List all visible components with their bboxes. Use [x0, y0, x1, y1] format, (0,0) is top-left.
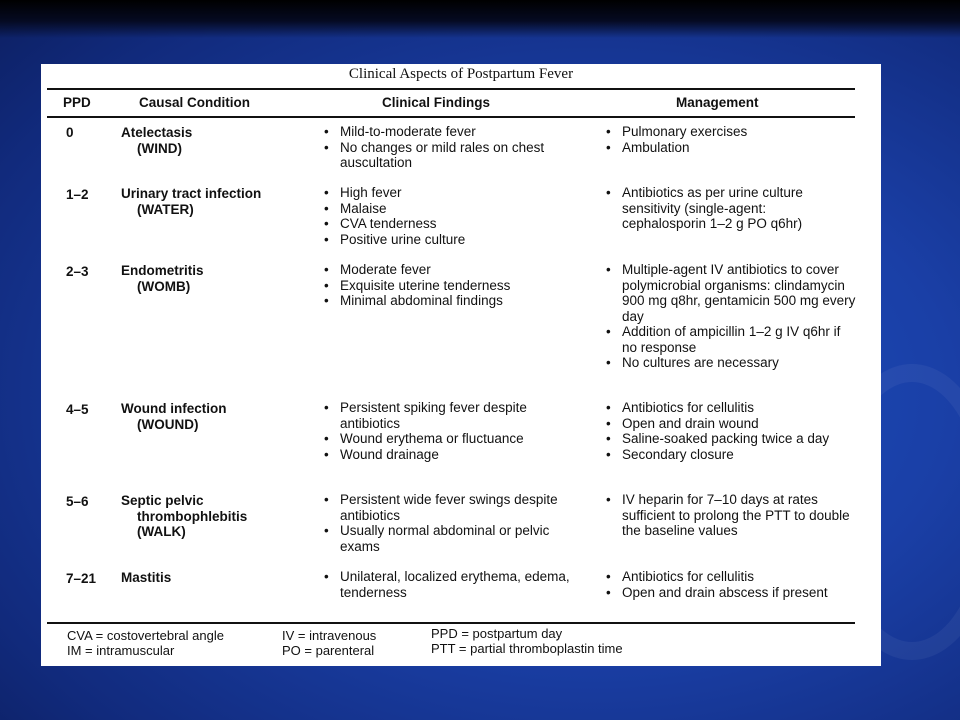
list-item: • IV heparin for 7–10 days at rates sufficient to prolong the PTT to double the baseline values — [604, 492, 859, 539]
list-item: • Multiple-agent IV antibiotics to cover polymicrobial organisms: clindamycin 900 mg q8hr, gentamicin 500 mg every day — [604, 262, 859, 324]
list-item: • Exquisite uterine tenderness — [322, 278, 572, 294]
row-condition: Septic pelvic thrombophlebitis (WALK) — [121, 493, 248, 539]
list-item: • No changes or mild rales on chest auscultation — [322, 140, 572, 171]
row-management — [604, 124, 859, 155]
list-item: • Mild-to-moderate fever — [322, 124, 572, 140]
header-rule — [47, 116, 855, 118]
row-management — [604, 185, 849, 232]
row-management — [604, 569, 859, 600]
list-item: • Antibiotics for cellulitis — [604, 400, 859, 416]
header-findings: Clinical Findings — [382, 95, 491, 110]
list-item: • CVA tenderness — [322, 216, 572, 232]
row-condition: Mastitis — [121, 570, 172, 585]
list-item: • Usually normal abdominal or pelvic exams — [322, 523, 572, 554]
list-item: • Saline-soaked packing twice a day — [604, 431, 859, 447]
row-findings — [322, 400, 587, 462]
list-item: • Wound erythema or fluctuance — [322, 431, 587, 447]
list-item: • Antibiotics for cellulitis — [604, 569, 859, 585]
row-ppd: 1–2 — [66, 187, 89, 202]
list-item: • Minimal abdominal findings — [322, 293, 572, 309]
row-ppd: 4–5 — [66, 402, 89, 417]
list-item: • Open and drain abscess if present — [604, 585, 859, 601]
list-item: • Secondary closure — [604, 447, 859, 463]
list-item: • Antibiotics as per urine culture sensitivity (single-agent: cephalosporin 1–2 g PO q6hr) — [604, 185, 849, 232]
row-condition: Wound infection (WOUND) — [121, 401, 227, 432]
row-findings — [322, 492, 572, 554]
header-management: Management — [676, 95, 759, 110]
list-item: • Unilateral, localized erythema, edema, tenderness — [322, 569, 587, 600]
footnote: CVA = costovertebral angle — [67, 628, 224, 643]
header-ppd: PPD — [63, 95, 91, 110]
row-management — [604, 262, 859, 371]
list-item: • Ambulation — [604, 140, 859, 156]
table-image — [41, 64, 881, 666]
list-item: • Addition of ampicillin 1–2 g IV q6hr if no response — [604, 324, 859, 355]
list-item: • Malaise — [322, 201, 572, 217]
footnote: IM = intramuscular — [67, 643, 175, 658]
row-ppd: 7–21 — [66, 571, 97, 586]
row-findings — [322, 569, 587, 600]
row-ppd: 2–3 — [66, 264, 89, 279]
footnote: PPD = postpartum day — [431, 626, 563, 641]
list-item: • Pulmonary exercises — [604, 124, 859, 140]
row-condition: Urinary tract infection (WATER) — [121, 186, 262, 217]
top-rule — [47, 88, 855, 90]
footnote: PO = parenteral — [282, 643, 375, 658]
list-item: • Positive urine culture — [322, 232, 572, 248]
list-item: • Persistent spiking fever despite antibiotics — [322, 400, 587, 431]
row-ppd: 5–6 — [66, 494, 89, 509]
slide-top-bar — [0, 0, 960, 38]
list-item: • High fever — [322, 185, 572, 201]
row-condition: Endometritis (WOMB) — [121, 263, 204, 294]
list-item: • Wound drainage — [322, 447, 587, 463]
row-management — [604, 492, 859, 539]
row-ppd: 0 — [66, 125, 74, 140]
list-item: • Open and drain wound — [604, 416, 859, 432]
row-condition: Atelectasis (WIND) — [121, 125, 193, 156]
list-item: • No cultures are necessary — [604, 355, 859, 371]
row-management — [604, 400, 859, 462]
bottom-rule — [47, 622, 855, 624]
header-condition: Causal Condition — [139, 95, 250, 110]
table-title: Clinical Aspects of Postpartum Fever — [348, 66, 574, 82]
list-item: • Persistent wide fever swings despite antibiotics — [322, 492, 572, 523]
row-findings — [322, 262, 572, 309]
footnote: PTT = partial thromboplastin time — [431, 641, 623, 656]
footnote: IV = intravenous — [282, 628, 377, 643]
list-item: • Moderate fever — [322, 262, 572, 278]
row-findings — [322, 185, 572, 247]
row-findings — [322, 124, 572, 171]
